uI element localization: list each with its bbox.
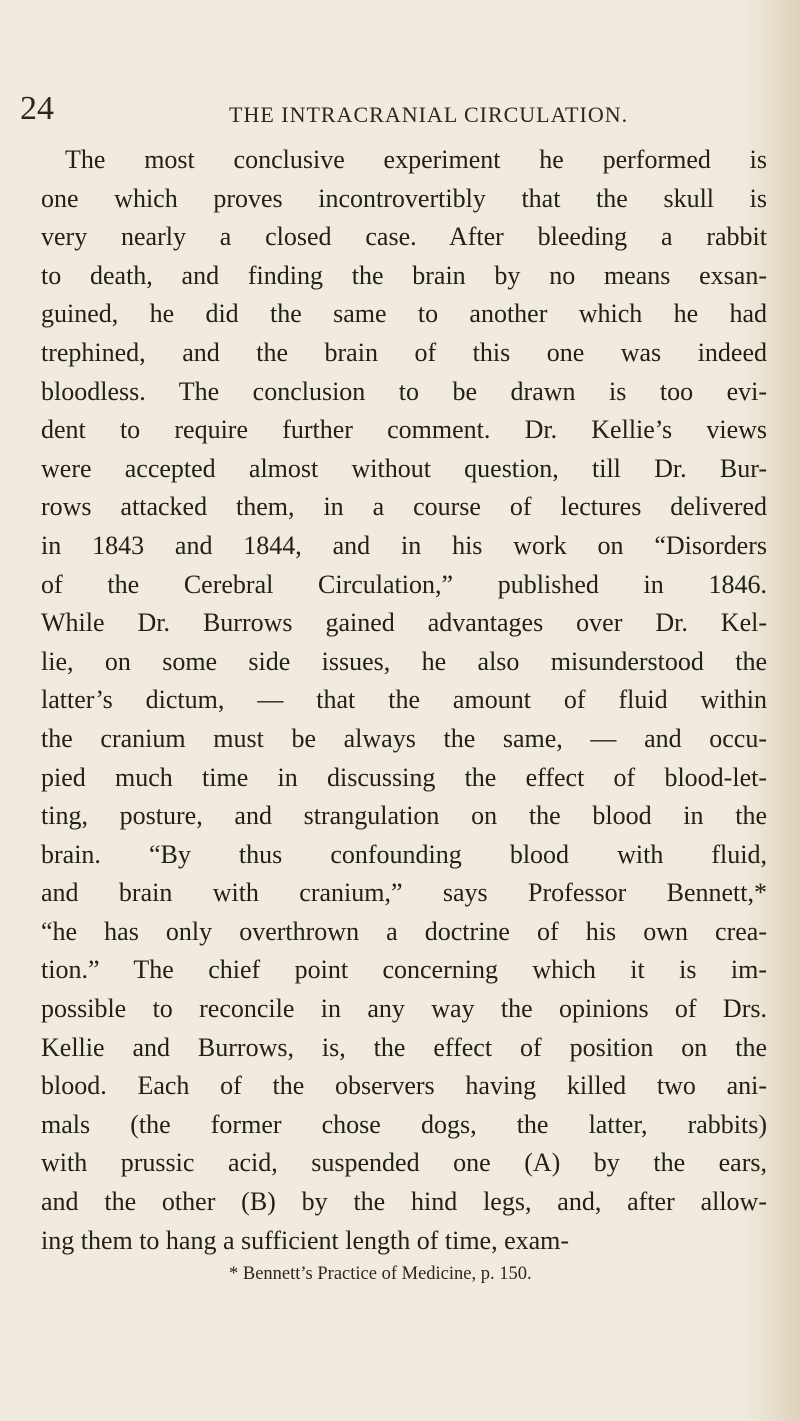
text-line: trephined, and the brain of this one was indeed [41, 337, 767, 367]
text-line: ing them to hang a sufficient length of time, exam- [41, 1225, 570, 1255]
text-line: lie, on some side issues, he also misunderstood the [41, 646, 767, 676]
text-line: ting, posture, and strangulation on the blood in the [41, 801, 767, 831]
text-line: The most conclusive experiment he performed is [65, 145, 767, 174]
text-line: bloodless. The conclusion to be drawn is too evi- [41, 376, 767, 406]
text-line: latter’s dictum, — that the amount of fluid within [41, 685, 767, 715]
text-line: one which proves incontrovertibly that the skull is [41, 183, 767, 213]
running-head: THE INTRACRANIAL CIRCULATION. [229, 102, 629, 127]
text-line: to death, and finding the brain by no means exsan- [41, 260, 767, 290]
text-line: with prussic acid, suspended one (A) by the ears, [41, 1148, 767, 1178]
text-line: the cranium must be always the same, — and occu- [41, 723, 767, 753]
text-line: blood. Each of the observers having killed two ani- [41, 1071, 767, 1101]
page-number: 24 [20, 90, 54, 127]
footnote: * Bennett’s Practice of Medicine, p. 150. [229, 1264, 532, 1284]
text-line: pied much time in discussing the effect of blood-let- [41, 762, 767, 792]
text-line: dent to require further comment. Dr. Kellie’s views [41, 415, 767, 445]
text-line: in 1843 and 1844, and in his work on “Disorders [41, 530, 767, 560]
text-line: brain. “By thus confounding blood with fluid, [41, 839, 767, 869]
text-line: guined, he did the same to another which he had [41, 299, 767, 329]
text-line: “he has only overthrown a doctrine of his own crea- [41, 916, 767, 946]
text-line: Kellie and Burrows, is, the effect of position on the [41, 1032, 767, 1062]
text-line: were accepted almost without question, till Dr. Bur- [41, 453, 767, 483]
text-line: and the other (B) by the hind legs, and, after allow- [41, 1187, 767, 1217]
text-line: and brain with cranium,” says Professor Bennett,* [41, 878, 767, 908]
body-text [41, 141, 767, 1260]
text-line: While Dr. Burrows gained advantages over Dr. Kel- [41, 608, 767, 638]
text-line: rows attacked them, in a course of lectures delivered [41, 492, 767, 522]
text-line: mals (the former chose dogs, the latter, rabbits) [41, 1109, 767, 1139]
text-line: possible to reconcile in any way the opinions of Drs. [41, 994, 767, 1024]
text-line: tion.” The chief point concerning which it is im- [41, 955, 767, 985]
text-line: of the Cerebral Circulation,” published in 1846. [41, 569, 767, 599]
text-line: very nearly a closed case. After bleeding a rabbit [41, 222, 767, 252]
